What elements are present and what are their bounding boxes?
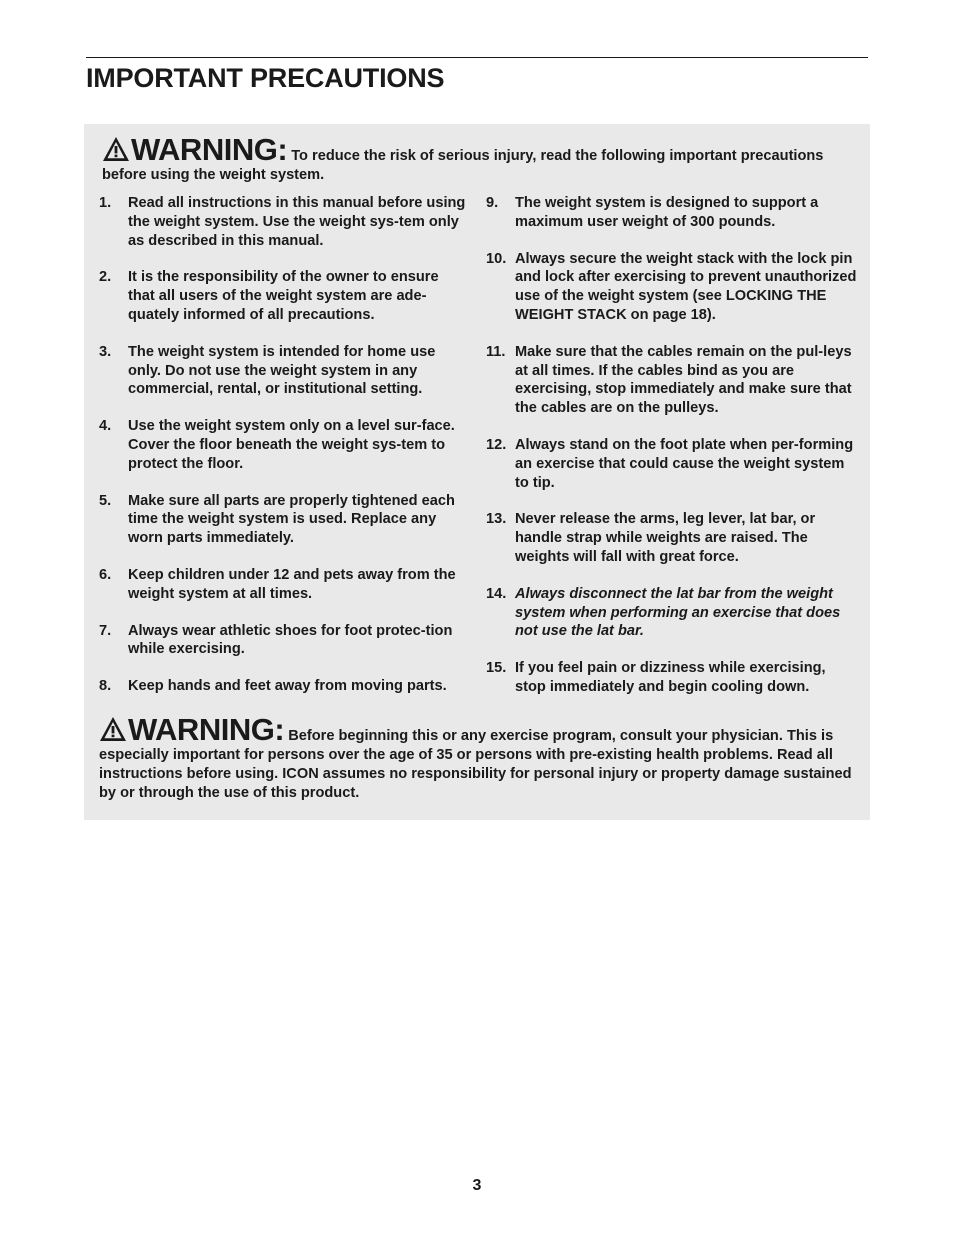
- precautions-panel: [84, 124, 870, 820]
- precaution-number: 2.: [99, 269, 112, 286]
- precaution-number: 15.: [486, 660, 507, 677]
- precaution-number: 8.: [99, 678, 112, 695]
- precaution-text: Never release the arms, leg lever, lat bar, or handle strap while weights are raised. The weights will fall with great force.: [515, 511, 816, 565]
- precaution-number: 14.: [486, 585, 507, 602]
- precaution-item: [99, 343, 469, 399]
- precaution-number: 7.: [99, 622, 112, 639]
- precaution-text: Always wear athletic shoes for foot protec-tion while exercising.: [128, 622, 453, 658]
- precaution-text: It is the responsibility of the owner to ensure that all users of the weight system are ade-quately informed of all precautions.: [128, 269, 439, 323]
- precaution-item: [99, 622, 469, 660]
- warning-triangle-icon: [99, 716, 127, 742]
- precaution-text: If you feel pain or dizziness while exercising, stop immediately and begin cooling down.: [515, 660, 826, 695]
- precaution-item: [486, 250, 858, 325]
- precaution-item: [486, 585, 858, 641]
- warning-label: WARNING:: [131, 132, 288, 167]
- precaution-text: Use the weight system only on a level sur-face. Cover the floor beneath the weight sys-tem to protect the floor.: [128, 418, 455, 472]
- precaution-item: [486, 436, 858, 492]
- page-number: 3: [472, 1177, 482, 1194]
- precaution-text: The weight system is intended for home use only. Do not use the weight system in any commercial, rental, or institutional setting.: [128, 343, 436, 398]
- precaution-text: The weight system is designed to support a maximum user weight of 300 pounds.: [515, 195, 819, 230]
- precaution-number: 6.: [99, 566, 112, 583]
- warning-text: Before beginning this or any exercise program, consult your physician. This is especially important for persons over the age of 35 or persons with pre-existing health problems. Read all instructions before using. ICON assumes no responsibility for personal injury or property damage sustained by or through the use of this product.: [99, 728, 852, 801]
- precaution-item: [99, 677, 469, 696]
- precaution-item: [486, 659, 858, 697]
- precaution-text: Always disconnect the lat bar from the weight system when performing an exercise that does not use the lat bar.: [515, 585, 841, 640]
- warning-top: [102, 132, 862, 185]
- precaution-text: Always stand on the foot plate when per-forming an exercise that could cause the weight system to tip.: [515, 436, 854, 491]
- precaution-item: [99, 492, 469, 548]
- precaution-number: 5.: [99, 492, 112, 509]
- warning-label: WARNING:: [128, 712, 285, 747]
- precaution-number: 10.: [486, 250, 507, 267]
- precaution-item: [486, 343, 858, 418]
- page-title: IMPORTANT PRECAUTIONS: [86, 63, 445, 93]
- precaution-number: 1.: [99, 195, 112, 211]
- precaution-text: Keep hands and feet away from moving parts.: [128, 678, 447, 695]
- precaution-number: 9.: [486, 195, 499, 211]
- precaution-text: Keep children under 12 and pets away from the weight system at all times.: [128, 566, 456, 602]
- precaution-item: [486, 194, 858, 232]
- precaution-number: 13.: [486, 511, 507, 528]
- warning-text: To reduce the risk of serious injury, read the following important precautions before using the weight system.: [102, 148, 824, 183]
- precaution-text: Always secure the weight stack with the lock pin and lock after exercising to prevent unauthorized use of the weight system (see LOCKING THE WEIGHT STACK on page 18).: [515, 250, 857, 323]
- precaution-number: 11.: [486, 343, 506, 360]
- precaution-item: [486, 510, 858, 566]
- warning-triangle-icon: [102, 136, 130, 162]
- precautions-right-column: [486, 194, 858, 715]
- precaution-text: Make sure all parts are properly tightened each time the weight system is used. Replace any worn parts immediately.: [128, 492, 455, 547]
- top-rule: [86, 57, 868, 58]
- precaution-number: 4.: [99, 418, 112, 435]
- precaution-item: [99, 417, 469, 473]
- precaution-item: [99, 268, 469, 324]
- precaution-item: [99, 194, 469, 250]
- precaution-item: [99, 566, 469, 604]
- warning-bottom: [99, 712, 861, 803]
- precaution-number: 12.: [486, 436, 507, 453]
- precaution-text: Read all instructions in this manual before using the weight system. Use the weight sys-tem only as described in this manual.: [128, 195, 466, 249]
- precautions-left-column: [99, 194, 469, 714]
- precaution-number: 3.: [99, 343, 112, 360]
- precaution-text: Make sure that the cables remain on the pul-leys at all times. If the cables bind as you are exercising, stop immediately and make sure that the cables are on the pulleys.: [515, 343, 852, 417]
